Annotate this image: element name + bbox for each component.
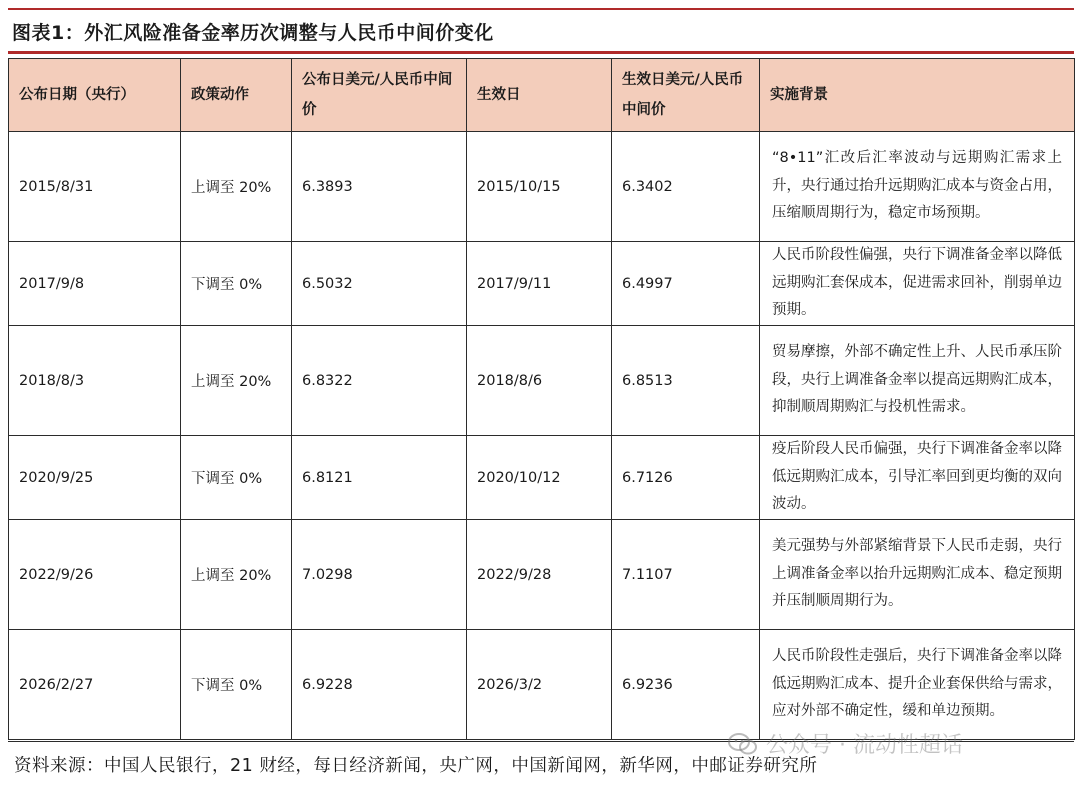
table-row — [9, 436, 1075, 520]
source-note: 资料来源：中国人民银行，21 财经，每日经济新闻，央广网，中国新闻网，新华网，中邮证券研究所 — [14, 756, 818, 776]
cell-effective-date: 2018/8/6 — [467, 326, 612, 436]
cell-announce-date: 2015/8/31 — [9, 132, 181, 242]
cell-effective-date: 2020/10/12 — [467, 436, 612, 520]
header-announce-rate: 公布日美元/人民币中间价 — [292, 59, 467, 132]
cell-policy-action: 下调至 0% — [181, 630, 292, 740]
header-announce-date: 公布日期（央行） — [9, 59, 181, 132]
cell-effective-date: 2015/10/15 — [467, 132, 612, 242]
top-rule — [8, 8, 1074, 10]
cell-effective-rate: 6.3402 — [612, 132, 760, 242]
cell-announce-date: 2026/2/27 — [9, 630, 181, 740]
table-row — [9, 242, 1075, 326]
fx-reserve-table — [8, 58, 1075, 740]
header-effective-rate: 生效日美元/人民币中间价 — [612, 59, 760, 132]
cell-effective-date: 2022/9/28 — [467, 520, 612, 630]
cell-announce-rate: 6.8121 — [292, 436, 467, 520]
cell-announce-rate: 6.3893 — [292, 132, 467, 242]
cell-announce-rate: 6.5032 — [292, 242, 467, 326]
cell-policy-action: 下调至 0% — [181, 242, 292, 326]
cell-effective-rate: 6.9236 — [612, 630, 760, 740]
cell-announce-rate: 6.9228 — [292, 630, 467, 740]
table-row — [9, 132, 1075, 242]
watermark — [728, 728, 963, 759]
cell-policy-action: 下调至 0% — [181, 436, 292, 520]
cell-effective-date: 2026/3/2 — [467, 630, 612, 740]
title-rule — [8, 51, 1074, 54]
cell-background: 疫后阶段人民币偏强，央行下调准备金率以降低远期购汇成本，引导汇率回到更均衡的双向波动。 — [760, 436, 1075, 520]
cell-background: 美元强势与外部紧缩背景下人民币走弱，央行上调准备金率以抬升远期购汇成本、稳定预期并压制顺周期行为。 — [760, 520, 1075, 630]
cell-effective-rate: 6.4997 — [612, 242, 760, 326]
cell-policy-action: 上调至 20% — [181, 520, 292, 630]
header-policy-action: 政策动作 — [181, 59, 292, 132]
cell-policy-action: 上调至 20% — [181, 326, 292, 436]
cell-effective-rate: 6.8513 — [612, 326, 760, 436]
cell-background: “8•11”汇改后汇率波动与远期购汇需求上升，央行通过抬升远期购汇成本与资金占用，压缩顺周期行为，稳定市场预期。 — [760, 132, 1075, 242]
watermark-text: 公众号 · 流动性超话 — [766, 733, 963, 758]
cell-effective-rate: 6.7126 — [612, 436, 760, 520]
wechat-icon — [728, 732, 758, 756]
cell-announce-rate: 7.0298 — [292, 520, 467, 630]
cell-effective-date: 2017/9/11 — [467, 242, 612, 326]
cell-effective-rate: 7.1107 — [612, 520, 760, 630]
cell-announce-date: 2020/9/25 — [9, 436, 181, 520]
table-header-row — [9, 59, 1075, 132]
cell-background: 人民币阶段性走强后，央行下调准备金率以降低远期购汇成本、提升企业套保供给与需求，应对外部不确定性，缓和单边预期。 — [760, 630, 1075, 740]
table-row — [9, 630, 1075, 740]
table-row — [9, 326, 1075, 436]
cell-announce-rate: 6.8322 — [292, 326, 467, 436]
cell-background: 贸易摩擦，外部不确定性上升、人民币承压阶段，央行上调准备金率以提高远期购汇成本，抑制顺周期购汇与投机性需求。 — [760, 326, 1075, 436]
header-background: 实施背景 — [760, 59, 1075, 132]
header-effective-date: 生效日 — [467, 59, 612, 132]
cell-policy-action: 上调至 20% — [181, 132, 292, 242]
cell-background: 人民币阶段性偏强，央行下调准备金率以降低远期购汇套保成本，促进需求回补，削弱单边预期。 — [760, 242, 1075, 326]
cell-announce-date: 2022/9/26 — [9, 520, 181, 630]
cell-announce-date: 2017/9/8 — [9, 242, 181, 326]
cell-announce-date: 2018/8/3 — [9, 326, 181, 436]
table-row — [9, 520, 1075, 630]
figure-title: 图表1：外汇风险准备金率历次调整与人民币中间价变化 — [12, 22, 494, 44]
